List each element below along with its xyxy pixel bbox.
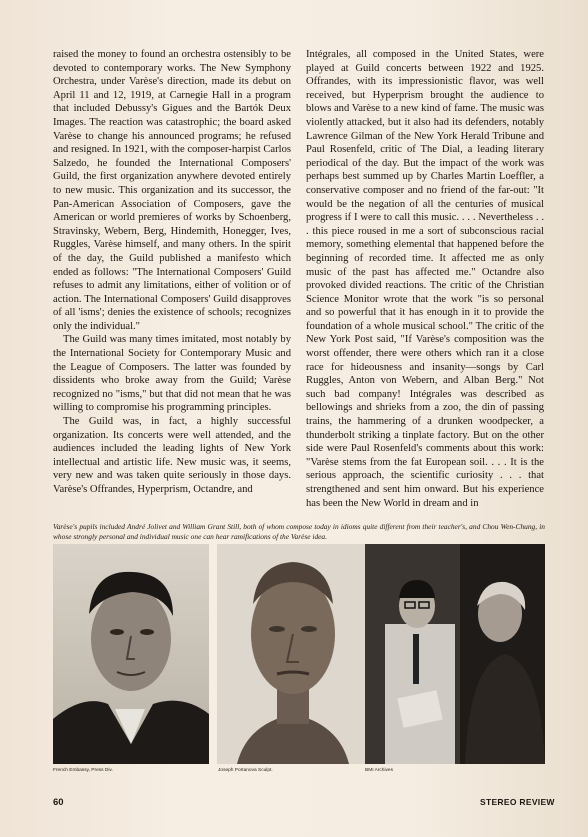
paragraph: The Guild was, in fact, a highly successful organization. Its concerts were well attended, and the audiences included the leading lights of New York intellectual and artistic life. New music was, it seems, very new and was taken quite seriously in those days. Varèse's Offrandes, Hyperprism, Octandre, and [53,416,291,495]
photo-credit: BMI Archives [365,768,393,773]
magazine-name: STEREO REVIEW [480,797,555,807]
paragraph: The Guild was many times imitated, most notably by the International Society for Contemporary Music and the League of Composers. The latter was founded by dissidents who broke away from the Guild; Varèse recognized no "isms," but that did not mean that he was willing to compromise his programming principles. [53,334,291,414]
page-number: 60 [53,797,64,808]
photo-credit: Joseph Portanova Sculpt. [218,768,273,773]
two-men-photo [365,544,545,764]
portrait-photo [53,544,209,764]
right-text-column [306,48,544,510]
photo-credit: French Embassy, Press Div. [53,768,113,773]
paragraph: raised the money to found an orchestra ostensibly to be devoted to contemporary works. The New Symphony Orchestra, under Varèse's direction, made its debut on April 11 and 12, 1919, at Carnegie Hall in a program that included Debussy's Gigues and the Bartók Deux Images. The reaction was catastrophic; the board asked Varèse to change his announced programs; he refused and resigned. In 1921, with the composer-harpist Carlos Salzedo, he founded the International Composers' Guild, the first organization anywhere devoted entirely to new music. This organization and its successor, the Pan-American Association of Composers, gave the American or world premieres of works by Schoenberg, Stravinsky, Webern, Berg, Hindemith, Honegger, Ives, Ruggles, Varèse himself, and many others. In the spirit of the day, the Guild published a manifesto which ended as follows: "The International Composers' Guild refuses to admit any limitations, either of volition or of action. The International Composers' Guild disapproves of all 'isms'; denies the existence of schools; recognizes only the individual." [53,49,291,332]
photo-strip [53,544,545,766]
paragraph: Intégrales, all composed in the United States, were played at Guild concerts between 1922 and 1925. Offrandes, with its impressionistic flavor, was well received, but Hyperprism brought the audience to blows and Varèse to a new kind of fame. The music was violently attacked, but it also had its defenders, notably Lawrence Gilman of the New York Herald Tribune and Paul Rosenfeld, critic of The Dial, a leading literary periodical of the day. But the impact of the work was perhaps best summed up by Charles Martin Loeffler, a conservative composer and no friend of the far-out: "It would be the negation of all the centuries of musical progress if I were to call this music. . . . Nevertheless . . . this piece roused in me a sort of subconscious racial memory, something elemental that happened before the beginning of recorded time. It affected me as only music of the past has affected me." Octandre also provoked divided reactions. The critic of the Christian Science Monitor wrote that the work "is so personal and so powerful that it has enough in it to provide the foundation of a whole musical school." The critic of the New York Post said, "If Varèse's composition was the worst offender, there were others which ran it a close race for hideousness and insanity—songs by Carl Ruggles, Anton von Webern, and Alban Berg." Not such bad company! Intégrales was described as bellowings and shrieks from a zoo, the din of passing trains, the hammering of a drunken woodpecker, a thunderbolt striking a tinplate factory. But on the other side were Paul Rosenfeld's comments about this work: "Varèse stems from the fat European soil. . . . It is the serious approach, the scientific curiosity . . . that strengthened and sent him onward. But his experience has been the New World in dream and in [306,49,544,509]
left-text-column [53,48,291,497]
photo-caption: Varèse's pupils included André Jolivet and William Grant Still, both of whom compose today in idioms quite different from their teacher's, and Chou Wen-Chung, in whose strongly personal and individual music one can hear ramifications of the Varèse idea. [53,522,545,541]
sculpture-bust-photo [217,544,369,764]
